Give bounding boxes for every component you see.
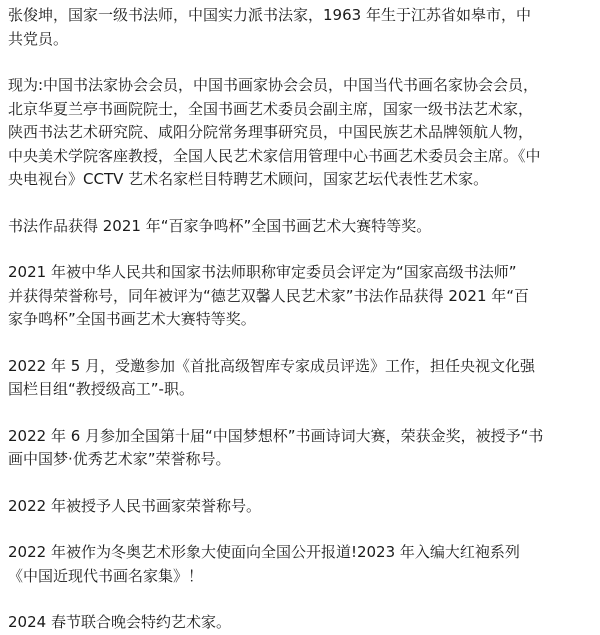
text-line: 共党员。: [8, 29, 69, 48]
paragraph-gap: [8, 588, 594, 611]
text-line: 并获得荣誉称号，同年被评为“德艺双馨人民艺术家”书法作品获得 2021 年“百: [8, 286, 530, 305]
text-line: 2024 春节联合晚会特约艺术家。: [8, 613, 231, 631]
paragraph-award-2021: [8, 215, 594, 239]
paragraph-2022-june: [8, 425, 594, 472]
text-line: 央电视台》CCTV 艺术名家栏目特聘艺术顾问，国家艺坛代表性艺术家。: [8, 170, 489, 188]
text-line: 北京华夏兰亭书画院院士，全国书画艺术委员会副主席，国家一级书法艺术家，: [8, 99, 534, 118]
paragraph-intro: [8, 4, 594, 51]
paragraph-gap: [8, 192, 594, 215]
paragraph-gap: [8, 472, 594, 495]
text-line: 2022 年 5 月，受邀参加《首批高级智库专家成员评选》工作，担任央视文化强: [8, 356, 536, 375]
paragraph-gap: [8, 238, 594, 261]
paragraph-2022-may: [8, 355, 594, 402]
text-line: 陕西书法艺术研究院、咸阳分院常务理事研究员，中国民族艺术品牌领航人物，: [8, 123, 534, 141]
text-line: 中央美术学院客座教授，全国人民艺术家信用管理中心书画艺术委员会主席。《中: [8, 146, 541, 165]
text-line: 家争鸣杯”全国书画艺术大赛特等奖。: [8, 310, 256, 328]
paragraph-current-positions: [8, 74, 594, 192]
paragraph-gap: [8, 402, 594, 425]
text-line: 国栏目组“教授级高工”-职。: [8, 380, 194, 398]
text-line: 2021 年被中华人民共和国家书法师职称审定委员会评定为“国家高级书法师”: [8, 263, 517, 281]
paragraph-2022-honor: [8, 495, 594, 519]
paragraph-gap: [8, 332, 594, 355]
paragraph-title-2021: [8, 261, 594, 332]
text-line: 张俊坤，国家一级书法师，中国实力派书法家，1963 年生于江苏省如皋市，中: [8, 6, 531, 24]
text-line: 画中国梦·优秀艺术家”荣誉称号。: [8, 450, 231, 468]
text-line: 2022 年被授予人民书画家荣誉称号。: [8, 496, 261, 515]
paragraph-2024-gala: [8, 611, 594, 635]
paragraph-gap: [8, 518, 594, 541]
text-line: 书法作品获得 2021 年“百家争鸣杯”全国书画艺术大赛特等奖。: [8, 216, 432, 235]
paragraph-gap: [8, 51, 594, 74]
text-line: 2022 年被作为冬奥艺术形象大使面向全国公开报道!2023 年入编大红袍系列: [8, 543, 520, 561]
text-line: 《中国近现代书画名家集》！: [8, 566, 204, 585]
text-line: 现为:中国书法家协会会员，中国书画家协会会员，中国当代书画名家协会会员，: [8, 76, 539, 94]
text-line: 2022 年 6 月参加全国第十届“中国梦想杯”书画诗词大赛，荣获金奖，被授予“书: [8, 426, 544, 445]
